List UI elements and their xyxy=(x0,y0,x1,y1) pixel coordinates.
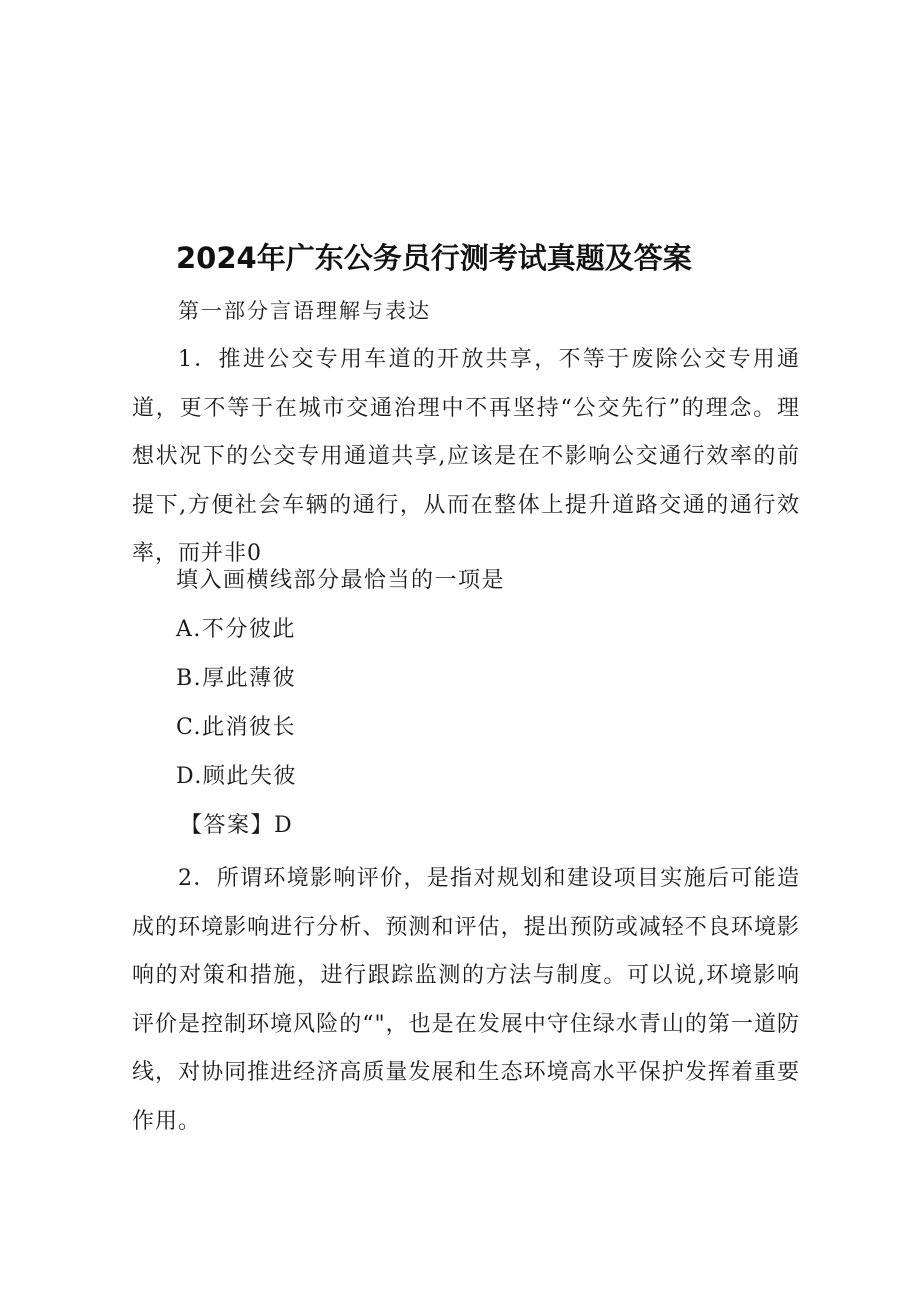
section-heading: 第一部分言语理解与表达 xyxy=(178,299,431,323)
question-1-text: 1．推进公交专用车道的开放共享，不等于废除公交专用通道，更不等于在城市交通治理中不再坚持“公交先行”的理念。理想状况下的公交专用通道共享,应该是在不影响公交通行效率的前提下,方便社会车辆的通行，从而在整体上提升道路交通的通行效率，而并非0 xyxy=(132,347,800,566)
document-title: 2024年广东公务员行测考试真题及答案 xyxy=(176,241,692,275)
option-a: A.不分彼此 xyxy=(176,617,296,642)
option-b: B.厚此薄彼 xyxy=(176,666,297,691)
question-1-answer: 【答案】D xyxy=(180,813,294,838)
option-d: D.顾此失彼 xyxy=(176,764,297,789)
question-1-prompt: 填入画横线部分最恰当的一项是 xyxy=(176,568,506,593)
option-c: C.此消彼长 xyxy=(176,715,297,740)
question-2-text: 2．所谓环境影响评价，是指对规划和建设项目实施后可能造成的环境影响进行分析、预测和评估，提出预防或减轻不良环境影响的对策和措施，进行跟踪监测的方法与制度。可以说,环境影响评价是控制环境风险的“"，也是在发展中守住绿水青山的第一道防线，对协同推进经济高质量发展和生态环境高水平保护发挥着重要作用。 xyxy=(132,866,800,1134)
